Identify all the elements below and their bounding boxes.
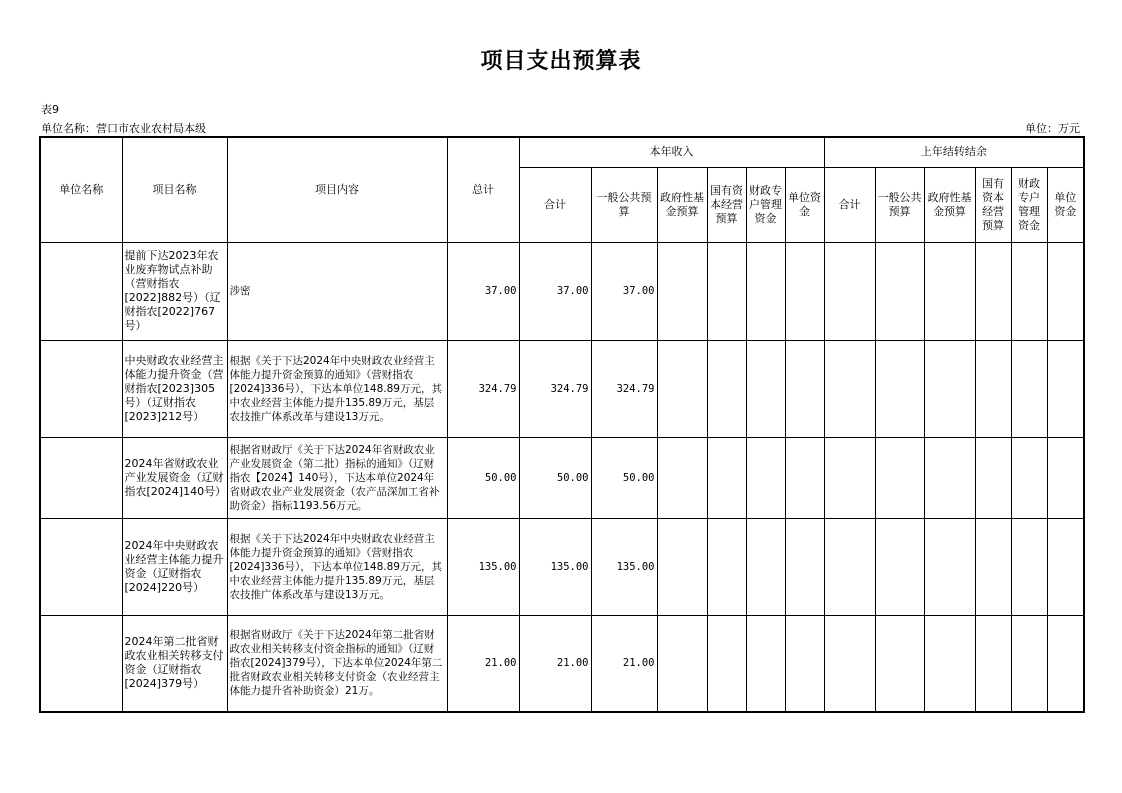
row-empty-cell bbox=[707, 340, 746, 437]
row-empty-cell bbox=[1047, 340, 1084, 437]
row-empty-cell bbox=[746, 615, 785, 712]
header-cur-special-account: 财政专户管理资金 bbox=[746, 167, 785, 242]
header-current-income: 本年收入 bbox=[519, 137, 824, 167]
header-carryover: 上年结转结余 bbox=[824, 137, 1084, 167]
row-empty-cell bbox=[975, 518, 1011, 615]
row-empty-cell bbox=[657, 437, 707, 518]
row-cur-general: 50.00 bbox=[591, 437, 657, 518]
row-empty-cell bbox=[657, 615, 707, 712]
header-carry-total: 合计 bbox=[824, 167, 875, 242]
row-empty-cell bbox=[924, 615, 975, 712]
row-project-content: 根据省财政厅《关于下达2024年省财政农业产业发展资金（第二批）指标的通知》（辽财指农【2024】140号），下达本单位2024年省财政农业产业发展资金（农产品深加工省补助资金）指标1193.56万元。 bbox=[227, 437, 447, 518]
row-empty-cell bbox=[1047, 437, 1084, 518]
row-empty-cell bbox=[824, 242, 875, 340]
row-cur-general: 324.79 bbox=[591, 340, 657, 437]
row-empty-cell bbox=[924, 242, 975, 340]
row-empty-cell bbox=[875, 242, 924, 340]
header-cur-fund: 政府性基金预算 bbox=[657, 167, 707, 242]
row-empty-cell bbox=[975, 242, 1011, 340]
table-row bbox=[40, 615, 1084, 712]
row-cur-general: 21.00 bbox=[591, 615, 657, 712]
row-empty-cell bbox=[785, 437, 824, 518]
row-empty-cell bbox=[1047, 518, 1084, 615]
table-row bbox=[40, 340, 1084, 437]
table-row bbox=[40, 242, 1084, 340]
header-content: 项目内容 bbox=[227, 137, 447, 242]
row-empty-cell bbox=[975, 340, 1011, 437]
row-empty-cell bbox=[1011, 615, 1047, 712]
row-cur-total: 324.79 bbox=[519, 340, 591, 437]
table-row bbox=[40, 437, 1084, 518]
header-cur-general: 一般公共预算 bbox=[591, 167, 657, 242]
table-row bbox=[40, 518, 1084, 615]
header-total: 总计 bbox=[447, 137, 519, 242]
header-project: 项目名称 bbox=[122, 137, 227, 242]
row-project-content: 根据省财政厅《关于下达2024年第二批省财政农业相关转移支付资金指标的通知》（辽财指农[2024]379号），下达本单位2024年第二批省财政农业相关转移支付资金（农业经营主体能力提升省补助资金）21万。 bbox=[227, 615, 447, 712]
row-empty-cell bbox=[1011, 437, 1047, 518]
row-empty-cell bbox=[707, 615, 746, 712]
row-cur-general: 135.00 bbox=[591, 518, 657, 615]
row-unit-cell bbox=[40, 340, 122, 437]
header-carry-unit-funds: 单位资金 bbox=[1047, 167, 1084, 242]
row-project-content: 涉密 bbox=[227, 242, 447, 340]
row-empty-cell bbox=[707, 518, 746, 615]
row-empty-cell bbox=[785, 615, 824, 712]
row-project-name: 提前下达2023年农业废弃物试点补助（营财指农[2022]882号）（辽财指农[2022]767号） bbox=[122, 242, 227, 340]
row-project-content: 根据《关于下达2024年中央财政农业经营主体能力提升资金预算的通知》（营财指农[2024]336号），下达本单位148.89万元，其中农业经营主体能力提升135.89万元，基层农技推广体系改革与建设13万元。 bbox=[227, 518, 447, 615]
row-project-name: 中央财政农业经营主体能力提升资金（营财指农[2023]305号）（辽财指农[2023]212号） bbox=[122, 340, 227, 437]
currency-unit-label: 单位：万元 bbox=[1025, 122, 1080, 135]
row-project-content: 根据《关于下达2024年中央财政农业经营主体能力提升资金预算的通知》（营财指农[2024]336号），下达本单位148.89万元，其中农业经营主体能力提升135.89万元，基层农技推广体系改革与建设13万元。 bbox=[227, 340, 447, 437]
row-unit-cell bbox=[40, 437, 122, 518]
row-empty-cell bbox=[875, 615, 924, 712]
row-empty-cell bbox=[707, 242, 746, 340]
row-total: 50.00 bbox=[447, 437, 519, 518]
row-empty-cell bbox=[924, 518, 975, 615]
row-empty-cell bbox=[746, 340, 785, 437]
row-empty-cell bbox=[657, 518, 707, 615]
row-empty-cell bbox=[1011, 242, 1047, 340]
row-empty-cell bbox=[824, 615, 875, 712]
header-cur-state-capital: 国有资本经营预算 bbox=[707, 167, 746, 242]
row-empty-cell bbox=[746, 242, 785, 340]
header-carry-fund: 政府性基金预算 bbox=[924, 167, 975, 242]
row-unit-cell bbox=[40, 242, 122, 340]
header-carry-special-account: 财政专户管理资金 bbox=[1011, 167, 1047, 242]
header-cur-unit-funds: 单位资金 bbox=[785, 167, 824, 242]
row-project-name: 2024年省财政农业产业发展资金（辽财指农[2024]140号） bbox=[122, 437, 227, 518]
row-total: 324.79 bbox=[447, 340, 519, 437]
header-cur-total: 合计 bbox=[519, 167, 591, 242]
row-empty-cell bbox=[746, 518, 785, 615]
row-empty-cell bbox=[975, 615, 1011, 712]
row-empty-cell bbox=[824, 518, 875, 615]
row-empty-cell bbox=[924, 340, 975, 437]
row-empty-cell bbox=[875, 518, 924, 615]
row-cur-general: 37.00 bbox=[591, 242, 657, 340]
header-carry-general: 一般公共预算 bbox=[875, 167, 924, 242]
unit-name-label: 单位名称：营口市农业农村局本级 bbox=[41, 122, 206, 135]
page-title: 项目支出预算表 bbox=[480, 49, 642, 74]
table-number: 表9 bbox=[41, 103, 59, 116]
row-empty-cell bbox=[1011, 518, 1047, 615]
row-cur-total: 37.00 bbox=[519, 242, 591, 340]
row-empty-cell bbox=[875, 340, 924, 437]
row-empty-cell bbox=[1047, 242, 1084, 340]
row-empty-cell bbox=[746, 437, 785, 518]
row-empty-cell bbox=[1011, 340, 1047, 437]
row-empty-cell bbox=[975, 437, 1011, 518]
row-empty-cell bbox=[1047, 615, 1084, 712]
row-empty-cell bbox=[824, 340, 875, 437]
row-total: 37.00 bbox=[447, 242, 519, 340]
header-unit: 单位名称 bbox=[40, 137, 122, 242]
row-total: 135.00 bbox=[447, 518, 519, 615]
row-cur-total: 21.00 bbox=[519, 615, 591, 712]
row-empty-cell bbox=[785, 242, 824, 340]
row-project-name: 2024年中央财政农业经营主体能力提升资金（辽财指农[2024]220号） bbox=[122, 518, 227, 615]
row-empty-cell bbox=[924, 437, 975, 518]
row-empty-cell bbox=[824, 437, 875, 518]
row-project-name: 2024年第二批省财政农业相关转移支付资金（辽财指农[2024]379号） bbox=[122, 615, 227, 712]
row-empty-cell bbox=[707, 437, 746, 518]
header-carry-state-capital: 国有资本经营预算 bbox=[975, 167, 1011, 242]
row-empty-cell bbox=[785, 518, 824, 615]
row-empty-cell bbox=[875, 437, 924, 518]
row-empty-cell bbox=[657, 242, 707, 340]
row-unit-cell bbox=[40, 518, 122, 615]
row-cur-total: 135.00 bbox=[519, 518, 591, 615]
row-unit-cell bbox=[40, 615, 122, 712]
row-cur-total: 50.00 bbox=[519, 437, 591, 518]
row-total: 21.00 bbox=[447, 615, 519, 712]
row-empty-cell bbox=[657, 340, 707, 437]
row-empty-cell bbox=[785, 340, 824, 437]
budget-table bbox=[39, 136, 1085, 713]
